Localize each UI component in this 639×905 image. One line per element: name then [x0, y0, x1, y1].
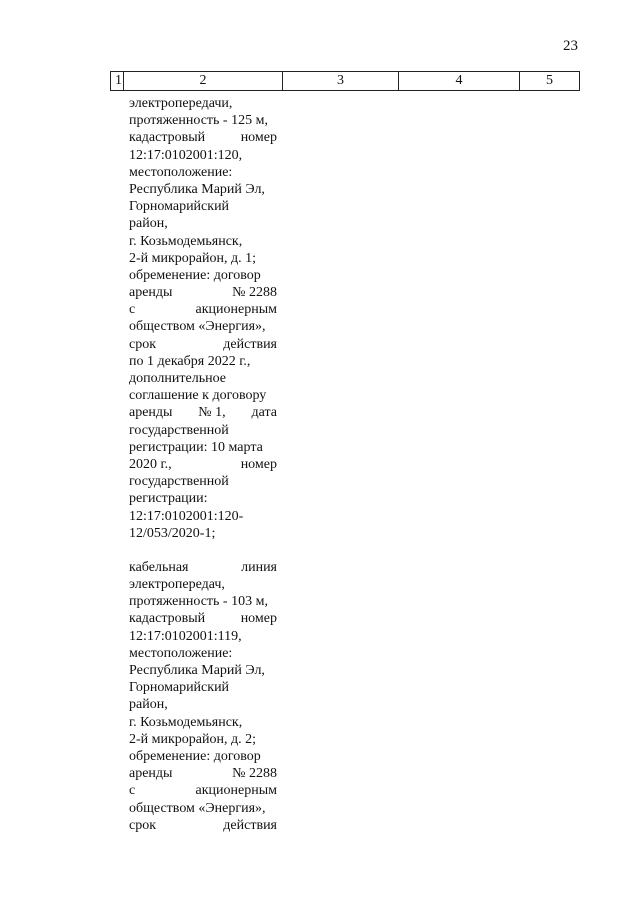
text-word: дополнительное	[129, 371, 226, 386]
text-word: линия	[241, 559, 277, 575]
text-line	[129, 696, 277, 713]
text-line	[129, 336, 277, 353]
text-word: Республика Марий Эл,	[129, 663, 265, 678]
text-word: Республика Марий Эл,	[129, 181, 265, 197]
text-word: государственной	[129, 474, 229, 490]
text-word: обществом «Энергия»,	[129, 800, 266, 816]
text-word: по 1 декабря 2022 г.,	[129, 353, 251, 369]
text-word: номер	[240, 456, 277, 472]
text-line	[129, 198, 277, 215]
text-word: акционерным	[195, 783, 277, 799]
text-word: № 2288	[232, 285, 277, 301]
text-line	[129, 215, 277, 232]
text-word: номер	[240, 130, 277, 146]
entry-power-line-120	[129, 95, 277, 542]
text-word: акционерным	[195, 302, 277, 318]
text-word: регистрации:	[129, 491, 208, 507]
text-word: с	[129, 783, 136, 799]
header-cell-3: 3	[282, 72, 398, 90]
header-cell-4: 4	[398, 72, 519, 90]
text-line	[129, 318, 277, 335]
text-line	[129, 490, 277, 507]
text-word: кадастровый	[129, 130, 206, 146]
text-word: 12:17:0102001:119,	[129, 628, 242, 644]
text-line	[129, 765, 277, 782]
text-word: местоположение:	[129, 645, 233, 661]
text-word: 2-й микрорайон, д. 2;	[129, 731, 257, 747]
text-word: регистрации: 10 марта	[129, 439, 263, 455]
text-line	[129, 387, 277, 404]
text-word: местоположение:	[129, 164, 233, 180]
text-line	[129, 628, 277, 645]
text-line	[129, 525, 277, 542]
text-word: электропередач,	[129, 577, 225, 593]
text-line	[129, 353, 277, 370]
text-line	[129, 731, 277, 748]
text-line	[129, 112, 277, 129]
text-line	[129, 817, 277, 834]
text-line	[129, 284, 277, 301]
text-word: кадастровый	[129, 611, 206, 627]
header-cell-2: 2	[123, 72, 282, 90]
text-word: Горномарийский	[129, 680, 230, 696]
text-word: 2-й микрорайон, д. 1;	[129, 250, 257, 266]
text-line	[129, 645, 277, 662]
text-line	[129, 508, 277, 525]
text-line	[129, 439, 277, 456]
text-word: срок	[129, 817, 157, 833]
text-line	[129, 610, 277, 627]
text-line	[129, 95, 277, 112]
text-word: с	[129, 302, 136, 318]
text-word: обременение: договор	[129, 267, 261, 283]
text-word: протяженность - 125 м,	[129, 113, 268, 129]
column-2-text	[129, 95, 277, 834]
text-word: 2020 г.,	[129, 456, 172, 472]
text-word: аренды	[129, 285, 173, 301]
text-word: действия	[223, 817, 277, 833]
text-line	[129, 404, 277, 421]
text-word: обременение: договор	[129, 748, 261, 764]
text-word: протяженность - 103 м,	[129, 594, 268, 610]
text-line	[129, 714, 277, 731]
text-word: кабельная	[129, 559, 189, 575]
header-cell-1: 1	[110, 72, 123, 90]
text-word: № 1,	[198, 405, 226, 421]
text-word: Горномарийский	[129, 199, 230, 215]
header-cell-5: 5	[519, 72, 580, 90]
text-line	[129, 662, 277, 679]
text-word: 12/053/2020-1;	[129, 525, 216, 541]
text-line	[129, 593, 277, 610]
text-line	[129, 181, 277, 198]
table-header-row	[110, 71, 580, 91]
text-line	[129, 164, 277, 181]
text-line	[129, 250, 277, 267]
page-number: 23	[563, 38, 578, 54]
text-line	[129, 370, 277, 387]
text-line	[129, 301, 277, 318]
entry-cable-line-119	[129, 559, 277, 834]
text-word: 12:17:0102001:120-	[129, 508, 244, 524]
text-word: соглашение к договору	[129, 388, 267, 404]
text-word: действия	[223, 336, 277, 352]
text-line	[129, 129, 277, 146]
text-line	[129, 748, 277, 765]
text-word: номер	[240, 611, 277, 627]
text-word: район,	[129, 697, 168, 713]
text-word: государственной	[129, 422, 229, 438]
text-line	[129, 456, 277, 473]
text-line	[129, 782, 277, 799]
text-word: 12:17:0102001:120,	[129, 147, 243, 163]
text-line	[129, 800, 277, 817]
text-word: электропередачи,	[129, 96, 233, 111]
text-word: № 2288	[232, 766, 277, 782]
text-line	[129, 233, 277, 250]
text-line	[129, 422, 277, 439]
text-word: аренды	[129, 766, 173, 782]
text-word: дата	[251, 405, 277, 421]
text-line	[129, 147, 277, 164]
text-word: район,	[129, 216, 168, 232]
text-line	[129, 576, 277, 593]
text-word: аренды	[129, 405, 173, 421]
text-word: г. Козьмодемьянск,	[129, 714, 243, 730]
text-line	[129, 473, 277, 490]
text-line	[129, 267, 277, 284]
text-line	[129, 679, 277, 696]
text-word: г. Козьмодемьянск,	[129, 233, 243, 249]
text-word: срок	[129, 336, 157, 352]
text-word: обществом «Энергия»,	[129, 319, 266, 335]
text-line	[129, 559, 277, 576]
